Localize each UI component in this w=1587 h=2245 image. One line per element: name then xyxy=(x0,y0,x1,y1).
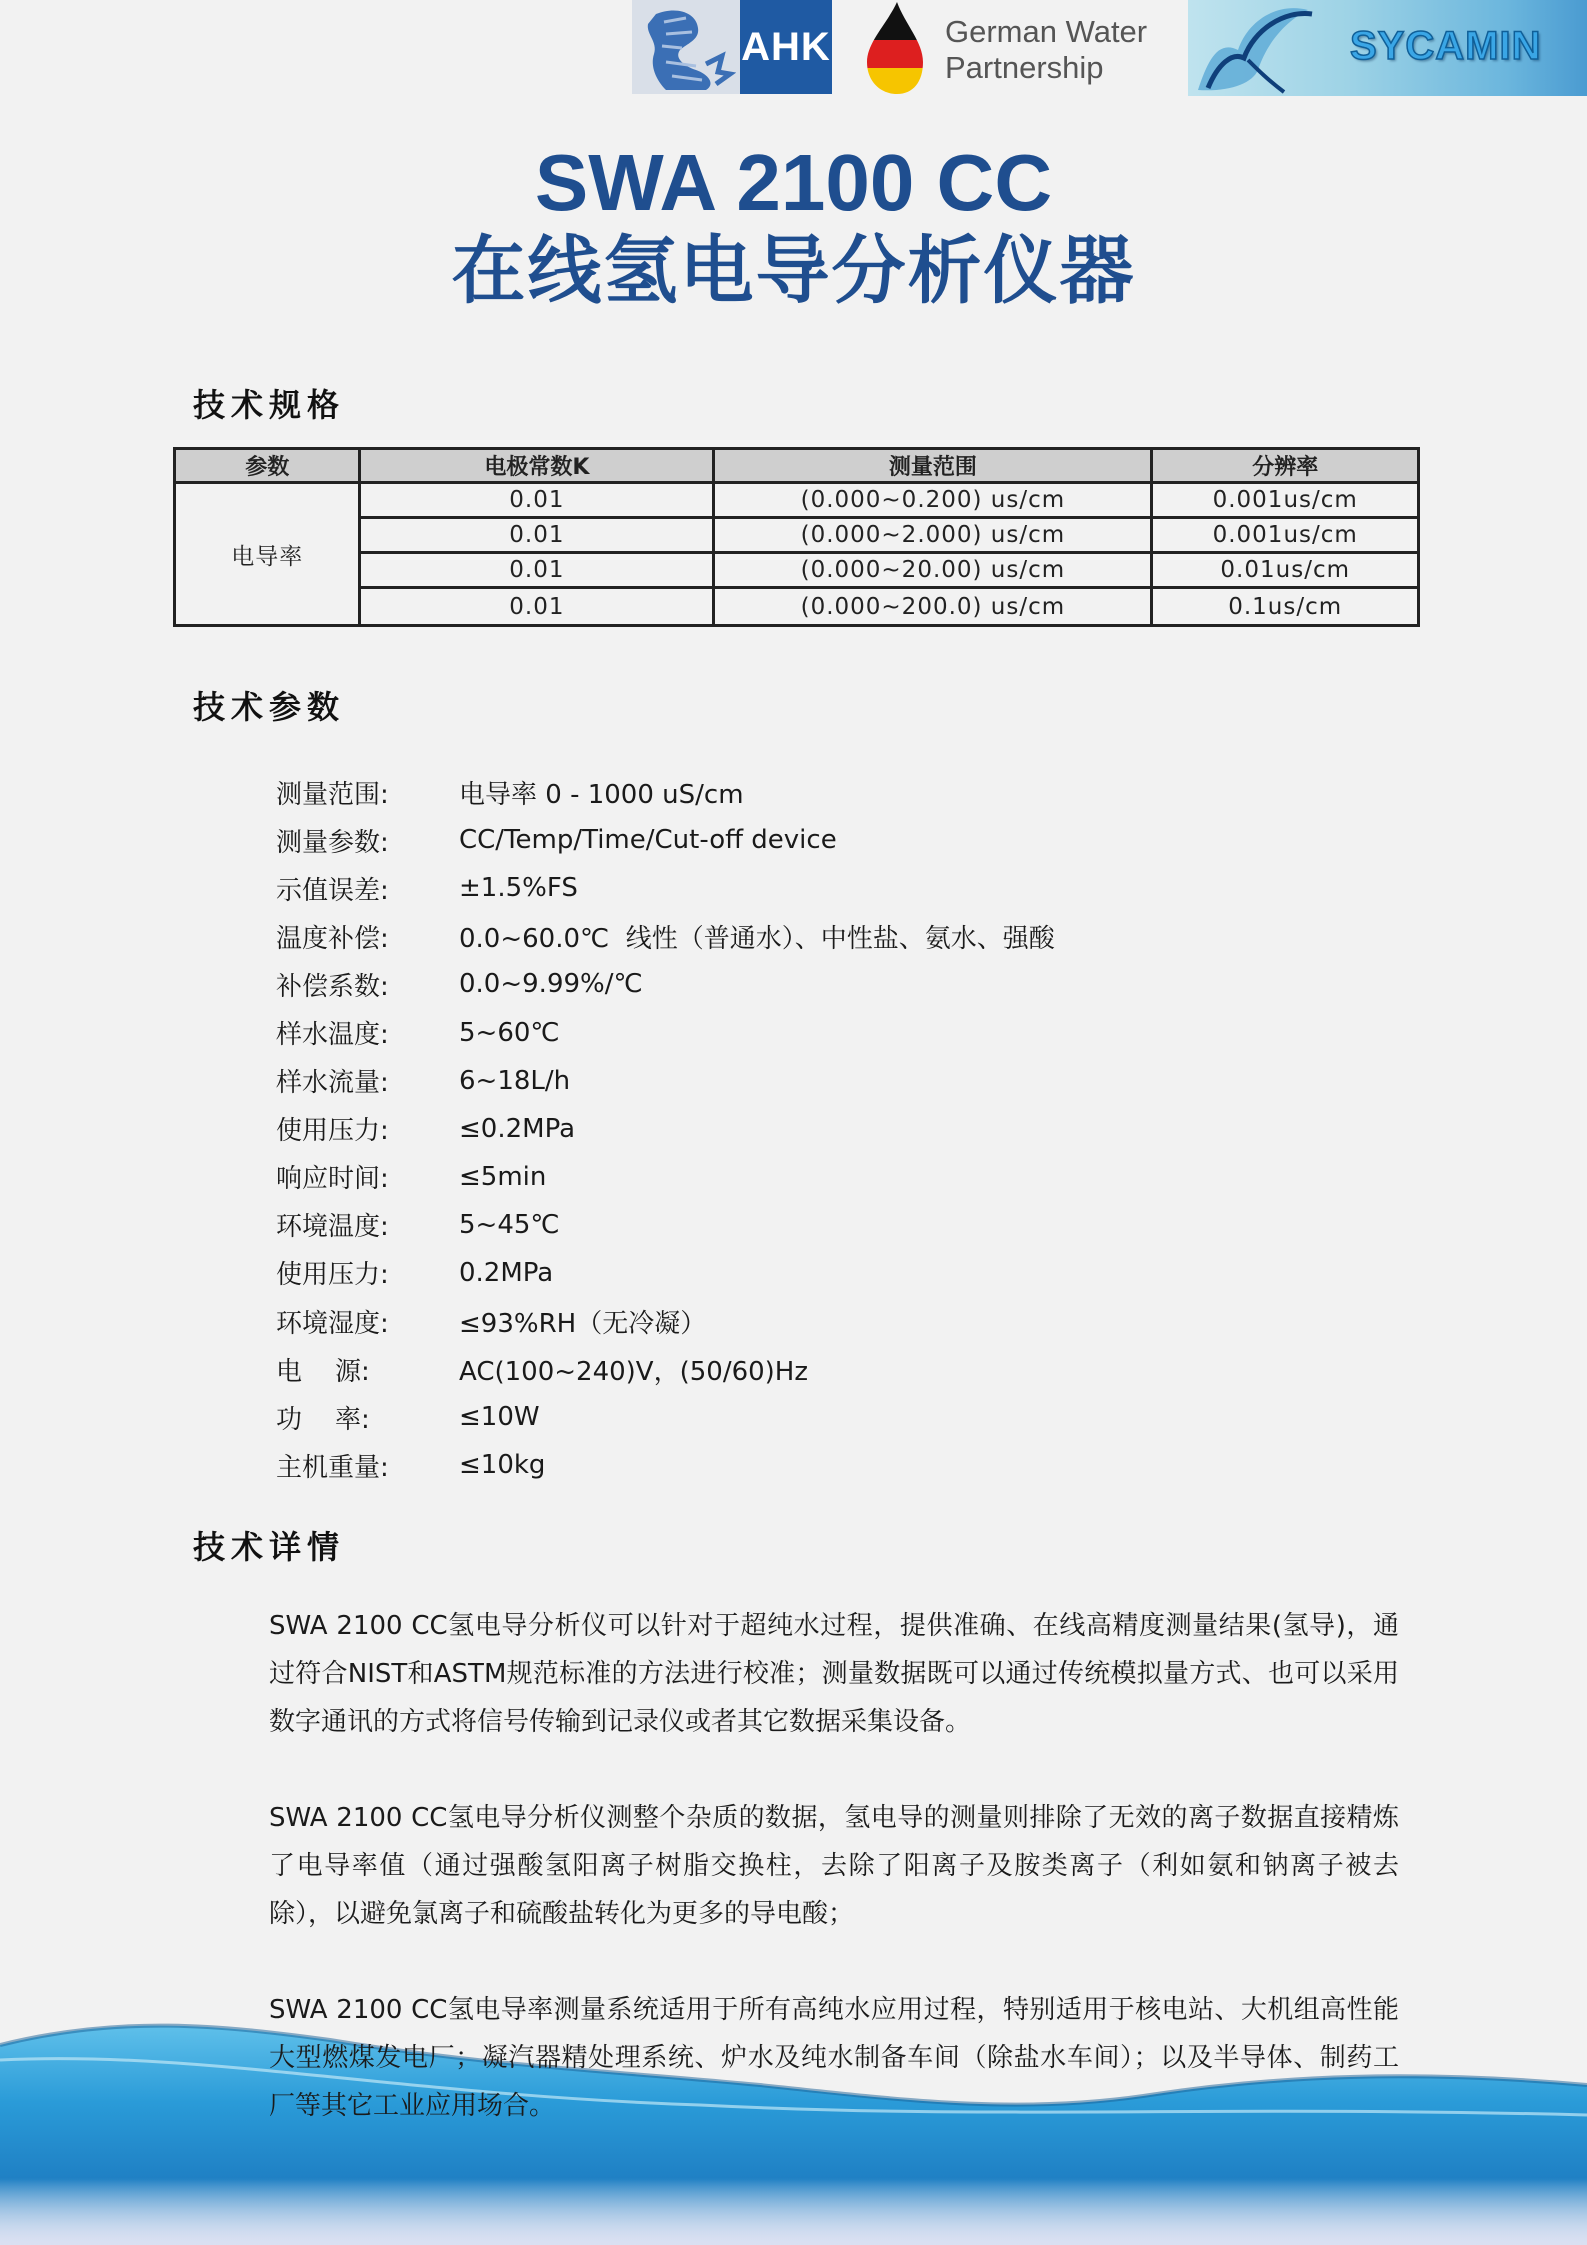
k-cell: 0.01 xyxy=(360,483,714,518)
param-row xyxy=(276,1297,1055,1345)
param-row xyxy=(276,768,1055,816)
param-value: ±1.5%FS xyxy=(459,873,578,904)
param-key: 样水温度: xyxy=(276,1020,389,1051)
param-row xyxy=(276,1441,1055,1489)
param-key: 使用压力: xyxy=(276,1116,389,1147)
gwp-line1: German Water xyxy=(945,14,1148,49)
range-cell: (0.000~2.000) us/cm xyxy=(714,518,1152,553)
param-key: 响应时间: xyxy=(276,1164,389,1195)
param-row xyxy=(276,912,1055,960)
param-row xyxy=(276,1153,1055,1201)
param-cell: 电导率 xyxy=(175,483,360,626)
resolution-cell: 0.1us/cm xyxy=(1152,588,1419,626)
param-key: 示值误差: xyxy=(276,875,389,906)
param-row xyxy=(276,960,1055,1008)
k-cell: 0.01 xyxy=(360,518,714,553)
details-paragraph: SWA 2100 CC氢电导率测量系统适用于所有高纯水应用过程，特别适用于核电站、大机组高性能大型燃煤发电厂；凝汽器精处理系统、炉水及纯水制备车间（除盐水车间）；以及半导体、制药工厂等其它工业应用场合。 xyxy=(269,1995,1399,2121)
table-row xyxy=(175,553,1419,588)
ahk-logo xyxy=(632,0,832,94)
table-header-row xyxy=(175,449,1419,483)
param-value: 5~60℃ xyxy=(459,1017,560,1048)
table-row xyxy=(175,518,1419,553)
spec-heading: 技术规格 xyxy=(193,386,346,424)
param-value: ≤10W xyxy=(459,1402,540,1433)
sycamin-label: SYCAMIN xyxy=(1350,24,1542,68)
param-key: 环境温度: xyxy=(276,1212,389,1243)
param-key: 功 率: xyxy=(276,1404,370,1435)
table-row xyxy=(175,588,1419,626)
param-value: ≤5min xyxy=(459,1161,547,1192)
spec-table xyxy=(173,447,1420,627)
sycamin-logo xyxy=(1188,0,1587,96)
param-value: 0.0~9.99%/℃ xyxy=(459,969,643,1000)
param-key: 电 源: xyxy=(276,1356,370,1387)
k-cell: 0.01 xyxy=(360,553,714,588)
param-row xyxy=(276,816,1055,864)
range-cell: (0.000~0.200) us/cm xyxy=(714,483,1152,518)
param-value: ≤10kg xyxy=(459,1450,546,1481)
water-splash-icon xyxy=(1188,0,1348,96)
resolution-cell: 0.001us/cm xyxy=(1152,483,1419,518)
param-row xyxy=(276,1393,1055,1441)
param-value: 5~45℃ xyxy=(459,1209,560,1240)
param-value: ≤93%RH（无冷凝） xyxy=(459,1308,707,1339)
header-resolution: 分辨率 xyxy=(1152,449,1419,483)
param-value: CC/Temp/Time/Cut-off device xyxy=(459,825,837,856)
page-title xyxy=(0,138,1587,314)
dragon-icon xyxy=(636,4,736,92)
param-row xyxy=(276,1345,1055,1393)
gwp-text xyxy=(945,14,1147,86)
param-row xyxy=(276,1201,1055,1249)
header-param: 参数 xyxy=(175,449,360,483)
range-cell: (0.000~200.0) us/cm xyxy=(714,588,1152,626)
param-key: 主机重量: xyxy=(276,1452,389,1483)
details-heading: 技术详情 xyxy=(193,1528,346,1566)
title-model: SWA 2100 CC xyxy=(534,138,1053,227)
details-paragraph: SWA 2100 CC氢电导分析仪测整个杂质的数据，氢电导的测量则排除了无效的离子数据直接精炼了电导率值（通过强酸氢阳离子树脂交换柱，去除了阳离子及胺类离子（利如氨和钠离子被去除），以避免氯离子和硫酸盐转化为更多的导电酸； xyxy=(269,1803,1399,1929)
param-key: 测量范围: xyxy=(276,779,389,810)
param-key: 测量参数: xyxy=(276,827,389,858)
param-row xyxy=(276,1105,1055,1153)
resolution-cell: 0.001us/cm xyxy=(1152,518,1419,553)
gwp-line2: Partnership xyxy=(945,50,1104,85)
range-cell: (0.000~20.00) us/cm xyxy=(714,553,1152,588)
param-row xyxy=(276,864,1055,912)
param-value: 电导率 0 - 1000 uS/cm xyxy=(459,779,744,810)
param-value: ≤0.2MPa xyxy=(459,1113,576,1144)
param-value: 6~18L/h xyxy=(459,1065,571,1096)
param-key: 样水流量: xyxy=(276,1068,389,1099)
german-water-partnership-logo xyxy=(857,0,1202,96)
flag-drop-icon xyxy=(857,0,929,96)
header-electrode-constant: 电极常数K xyxy=(360,449,714,483)
param-key: 使用压力: xyxy=(276,1260,389,1291)
param-value: 0.2MPa xyxy=(459,1257,554,1288)
ahk-label: AHK xyxy=(740,0,832,94)
param-value: 0.0~60.0℃ 线性（普通水）、中性盐、氨水、强酸 xyxy=(459,923,1055,954)
param-row xyxy=(276,1008,1055,1056)
header-range: 测量范围 xyxy=(714,449,1152,483)
params-list xyxy=(276,768,1055,1489)
k-cell: 0.01 xyxy=(360,588,714,626)
param-key: 补偿系数: xyxy=(276,971,389,1002)
param-value: AC(100~240)V，(50/60)Hz xyxy=(459,1356,809,1387)
resolution-cell: 0.01us/cm xyxy=(1152,553,1419,588)
details-paragraph: SWA 2100 CC氢电导分析仪可以针对于超纯水过程，提供准确、在线高精度测量结果(氢导)，通过符合NIST和ASTM规范标准的方法进行校准；测量数据既可以通过传统模拟量方式、也可以采用数字通讯的方式将信号传输到记录仪或者其它数据采集设备。 xyxy=(269,1611,1399,1737)
title-product-name: 在线氢电导分析仪器 xyxy=(451,228,1136,314)
params-heading: 技术参数 xyxy=(193,688,346,726)
param-row xyxy=(276,1057,1055,1105)
param-key: 温度补偿: xyxy=(276,923,389,954)
param-key: 环境湿度: xyxy=(276,1308,389,1339)
details-text xyxy=(269,1602,1399,2178)
param-row xyxy=(276,1249,1055,1297)
table-row xyxy=(175,483,1419,518)
